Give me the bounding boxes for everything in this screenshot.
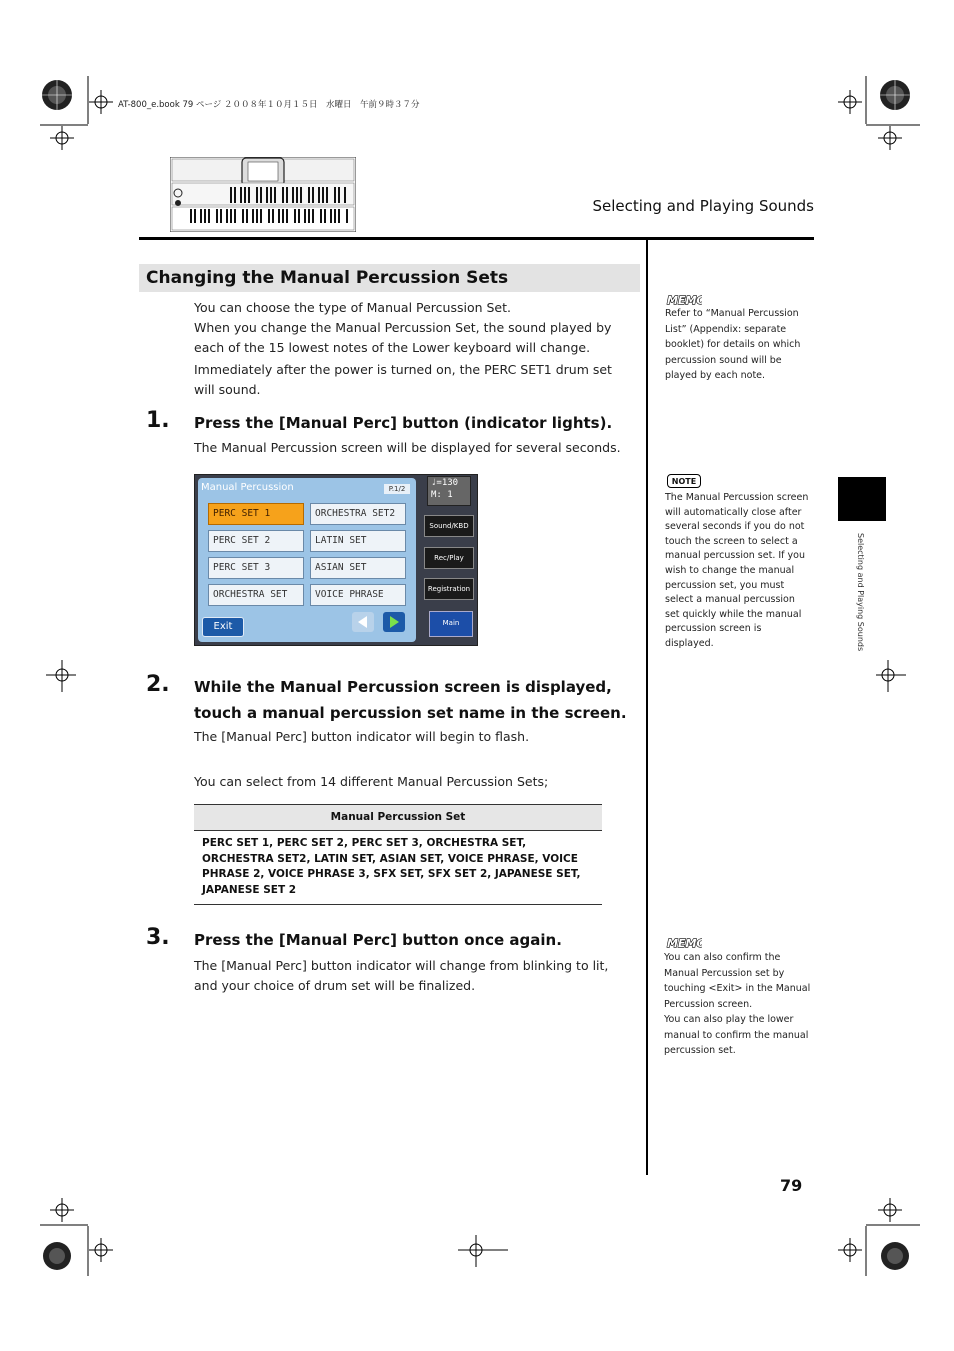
perc-set-button-7[interactable]: ORCHESTRA SET <box>208 584 304 606</box>
measure-readout: M: 1 <box>431 490 453 500</box>
registration-mark-left-middle <box>46 660 76 692</box>
table-header: Manual Percussion Set <box>194 804 602 831</box>
step-3-number: 3. <box>146 925 170 950</box>
svg-text:MEMO: MEMO <box>667 937 702 950</box>
select-note: You can select from 14 different Manual Percussion Sets; <box>194 774 549 789</box>
chapter-tab <box>838 477 886 521</box>
tempo-measure-display <box>427 476 471 506</box>
screen-title: Manual Percussion <box>201 482 294 493</box>
print-slug: AT-800_e.book 79 ページ ２００８年１０月１５日 水曜日 午前９時３７分 <box>118 100 420 110</box>
step-1-title: Press the [Manual Perc] button (indicator lights). <box>194 414 613 432</box>
note-icon: NOTE <box>667 474 701 488</box>
registration-mark-top-left <box>40 76 150 151</box>
table-body: PERC SET 1, PERC SET 2, PERC SET 3, ORCHESTRA SET, ORCHESTRA SET2, LATIN SET, ASIAN SET, VOICE PHRASE, VOICE PHRASE 2, VOICE PHRASE 3, SFX SET, SFX SET 2, JAPANESE SET, JAPANESE SET 2 <box>194 831 602 905</box>
screen-page-indicator: P.1/2 <box>384 484 410 494</box>
step-3-title: Press the [Manual Perc] button once again. <box>194 931 562 949</box>
sound-kbd-button[interactable]: Sound/KBD <box>424 515 474 537</box>
step-2-body: The [Manual Perc] button indicator will begin to flash. <box>194 729 530 744</box>
rec-play-button[interactable]: Rec/Play <box>424 547 474 569</box>
intro-paragraph-3: Immediately after the power is turned on, the PERC SET1 drum set will sound. <box>194 362 612 397</box>
perc-set-button-1[interactable]: PERC SET 1 <box>208 503 304 525</box>
perc-set-button-2[interactable]: ORCHESTRA SET2 <box>310 503 406 525</box>
instrument-panel-illustration <box>170 157 356 232</box>
column-divider <box>646 240 648 1175</box>
chapter-tab-label: Selecting and Playing Sounds <box>856 533 865 652</box>
step-2-title: While the Manual Percussion screen is displayed, touch a manual percussion set name in the screen. <box>194 678 627 722</box>
section-heading: Changing the Manual Percussion Sets <box>146 268 509 288</box>
running-header: Selecting and Playing Sounds <box>592 197 814 215</box>
prev-page-button[interactable] <box>352 612 374 632</box>
step-1-number: 1. <box>146 408 170 433</box>
registration-mark-bottom-right <box>820 1198 920 1278</box>
perc-set-button-3[interactable]: PERC SET 2 <box>208 530 304 552</box>
header-rule <box>139 237 814 240</box>
perc-set-button-8[interactable]: VOICE PHRASE <box>310 584 406 606</box>
main-button[interactable]: Main <box>429 611 473 637</box>
svg-text:MEMO: MEMO <box>667 294 702 307</box>
memo-text-2: You can also confirm the Manual Percussion set by touching <Exit> in the Manual Percussion screen. You can also play the lower manual to confirm the manual percussion set. <box>664 952 811 1056</box>
tempo-readout: ♩=130 <box>431 478 459 488</box>
intro-paragraph-2: When you change the Manual Percussion Set, the sound played by each of the 15 lowest notes of the Lower keyboard will change. <box>194 320 612 355</box>
arrow-left-icon <box>352 612 374 632</box>
arrow-right-icon <box>383 612 405 632</box>
perc-set-button-4[interactable]: LATIN SET <box>310 530 406 552</box>
registration-button[interactable]: Registration <box>424 578 474 600</box>
step-3-body: The [Manual Perc] button indicator will change from blinking to lit, and your choice of drum set will be finalized. <box>194 958 609 993</box>
page-number: 79 <box>780 1176 803 1195</box>
registration-mark-right-middle <box>876 660 906 692</box>
registration-mark-bottom-left <box>40 1198 150 1278</box>
step-2-number: 2. <box>146 672 170 697</box>
intro-paragraph-1: You can choose the type of Manual Percussion Set. <box>194 300 511 315</box>
registration-mark-bottom-center <box>458 1235 508 1267</box>
note-text: The Manual Percussion screen will automatically close after several seconds if you do not touch the screen to select a manual percussion set. If you wish to change the manual percussion set, you must select a manual percussion set quickly while the manual percussion screen is displayed. <box>665 492 809 649</box>
perc-set-button-5[interactable]: PERC SET 3 <box>208 557 304 579</box>
step-1-body: The Manual Percussion screen will be displayed for several seconds. <box>194 440 621 455</box>
memo-text-1: Refer to “Manual Percussion List” (Appendix: separate booklet) for details on which percussion sound will be played by each note. <box>665 308 801 381</box>
exit-button[interactable]: Exit <box>202 617 244 637</box>
registration-mark-top-right <box>820 76 920 151</box>
next-page-button[interactable] <box>383 612 405 632</box>
perc-set-button-6[interactable]: ASIAN SET <box>310 557 406 579</box>
section-heading-bar <box>139 264 640 292</box>
percussion-set-table <box>194 804 602 905</box>
